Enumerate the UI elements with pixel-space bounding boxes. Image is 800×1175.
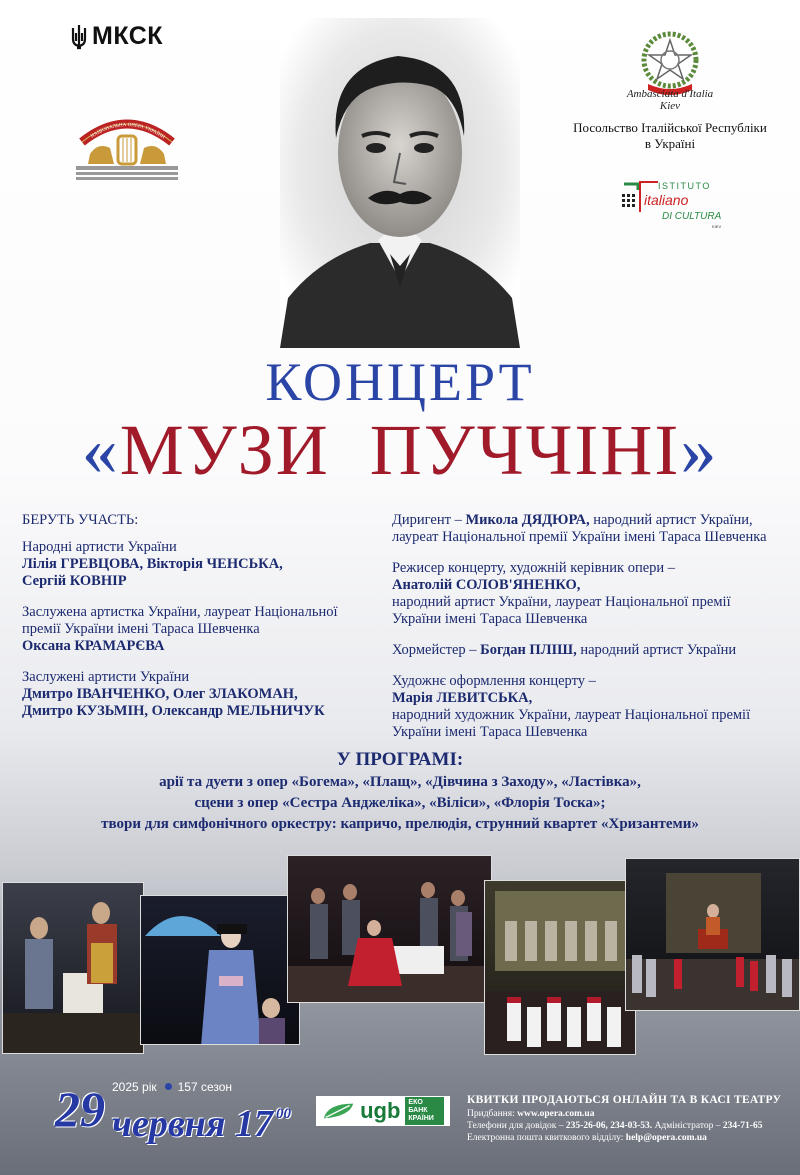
group3-title: Заслужені артисти України <box>22 669 190 685</box>
tickets-heading: КВИТКИ ПРОДАЮТЬСЯ ОНЛАЙН ТА В КАСІ ТЕАТРУ <box>467 1094 782 1106</box>
group3-names-b: Дмитро КУЗЬМІН, Олександр МЕЛЬНИЧУК <box>22 703 325 719</box>
buy-site-link[interactable]: www.opera.com.ua <box>517 1109 595 1119</box>
concert-title <box>0 410 800 490</box>
embassy-it-text <box>600 88 740 112</box>
embassy-ua-text <box>560 120 780 152</box>
conductor-title-a: народний артист України, <box>589 512 753 528</box>
program-line3: твори для симфонічного оркестру: капричо, прелюдія, струнний квартет «Хризантеми» <box>101 816 699 832</box>
email-link[interactable]: help@opera.com.ua <box>625 1133 707 1143</box>
director-name: Анатолій СОЛОВ'ЯНЕНКО, <box>392 577 581 593</box>
email-label: Електронна пошта квиткового відділу: <box>467 1133 626 1143</box>
stage-photo-5 <box>625 858 800 1011</box>
director-title-b: України імені Тараса Шевченка <box>392 611 588 627</box>
group1-names-b: Сергій КОВНІР <box>22 573 127 589</box>
iic-line1: ISTITUTO <box>658 181 711 191</box>
concert-month-time <box>112 1092 291 1146</box>
concert-year: 2025 рік <box>112 1080 157 1094</box>
embassy-it-city: Kiev <box>659 100 681 112</box>
quote-open: « <box>81 410 120 490</box>
ugb-subtitle <box>405 1097 444 1125</box>
stage-photo-1 <box>2 882 144 1054</box>
ugb-sub2: КРАЇНИ <box>408 1115 434 1122</box>
ugb-name: ugb <box>360 1098 401 1123</box>
quote-close: » <box>680 410 719 490</box>
concert-title-text: МУЗИ ПУЧЧІНІ <box>119 410 681 490</box>
stage-photo-3 <box>287 855 492 1003</box>
program-line2: сцени з опер «Сестра Анджеліка», «Віліси», «Флорія Тоска»; <box>194 795 606 811</box>
phones-line <box>467 1120 787 1132</box>
ugb-sponsor-logo <box>316 1096 450 1126</box>
director-role: Режисер концерту, художній керівник опери – <box>392 560 676 576</box>
embassy-ua-line2: в Україні <box>644 136 696 151</box>
program-line1: арії та дуети з опер «Богема», «Плащ», «Дівчина з Заходу», «Ластівка», <box>159 774 641 790</box>
tickets-info <box>467 1094 787 1144</box>
chorus-title: народний артист України <box>576 642 737 658</box>
participants-column <box>22 512 382 720</box>
conductor-role: Диригент – <box>392 512 466 528</box>
art-title-b: України імені Тараса Шевченка <box>392 724 588 740</box>
stage-photo-4 <box>484 880 636 1055</box>
crew-column <box>392 512 792 741</box>
mksk-logo <box>70 22 163 51</box>
admin-label: Адміністратор – <box>652 1121 723 1131</box>
conductor-name: Микола ДЯДЮРА, <box>465 512 590 528</box>
art-role: Художнє оформлення концерту – <box>392 673 596 689</box>
chorus-role: Хормейстер – <box>392 642 481 658</box>
program-heading: У ПРОГРАМІ: <box>336 749 464 770</box>
group1-title: Народні артисти України <box>22 539 177 555</box>
embassy-ua-line1: Посольство Італійської Республіки <box>573 120 767 135</box>
leaf-icon <box>322 1101 355 1121</box>
art-name: Марія ЛЕВИТСЬКА, <box>392 690 533 706</box>
group3-names-a: Дмитро ІВАНЧЕНКО, Олег ЗЛАКОМАН, <box>22 686 298 702</box>
national-opera-logo <box>68 112 186 186</box>
concert-label: КОНЦЕРТ <box>265 352 535 412</box>
concert-hour: 17 <box>234 1103 273 1145</box>
phones-label: Телефони для довідок – <box>467 1121 566 1131</box>
embassy-it-name: Ambasciata d'Italia <box>626 88 714 100</box>
group1-names-a: Лілія ГРЕВЦОВА, Вікторія ЧЕНСЬКА, <box>22 556 283 572</box>
group2-name: Оксана КРАМАРЄВА <box>22 638 165 654</box>
puccini-portrait <box>280 18 520 348</box>
stage-photo-2 <box>140 895 300 1045</box>
program-section <box>0 748 800 835</box>
istituto-italiano-logo <box>618 176 728 232</box>
trident-icon <box>70 24 88 50</box>
iic-line3: DI CULTURA <box>662 211 722 222</box>
participants-heading: БЕРУТЬ УЧАСТЬ: <box>22 512 139 528</box>
admin-phone: 234-71-65 <box>722 1121 763 1131</box>
season-number: 157 сезон <box>177 1080 233 1094</box>
opera-arc-text: НАЦІОНАЛЬНА ОПЕРА УКРАЇНИ <box>90 122 166 141</box>
email-line <box>467 1132 787 1144</box>
buy-line <box>467 1108 787 1120</box>
ugb-sub1: ЕКО БАНК <box>408 1099 428 1114</box>
buy-label: Придбання: <box>467 1109 518 1119</box>
group2-title-b: премії України імені Тараса Шевченка <box>22 621 260 637</box>
conductor-line <box>392 512 792 529</box>
mksk-label: МКСК <box>92 22 164 50</box>
iic-city: KIEV <box>712 224 722 229</box>
bullet-dot <box>165 1083 172 1090</box>
director-title-a: народний артист України, лауреат Національної премії <box>392 594 731 610</box>
art-title-a: народний художник України, лауреат Національної премії <box>392 707 751 723</box>
group2-title-a: Заслужена артистка України, лауреат Національної <box>22 604 338 620</box>
phones-value: 235-26-06, 234-03-53. <box>565 1121 653 1131</box>
concert-month: червня <box>112 1103 226 1145</box>
iic-line2: italiano <box>644 192 689 208</box>
chorus-line <box>392 642 792 659</box>
chorus-name: Богдан ПЛІШ, <box>480 642 577 658</box>
concert-minutes: 00 <box>275 1106 291 1122</box>
concert-day: 29 <box>55 1081 105 1137</box>
conductor-title-b: лауреат Національної премії України імені Тараса Шевченка <box>392 529 767 545</box>
